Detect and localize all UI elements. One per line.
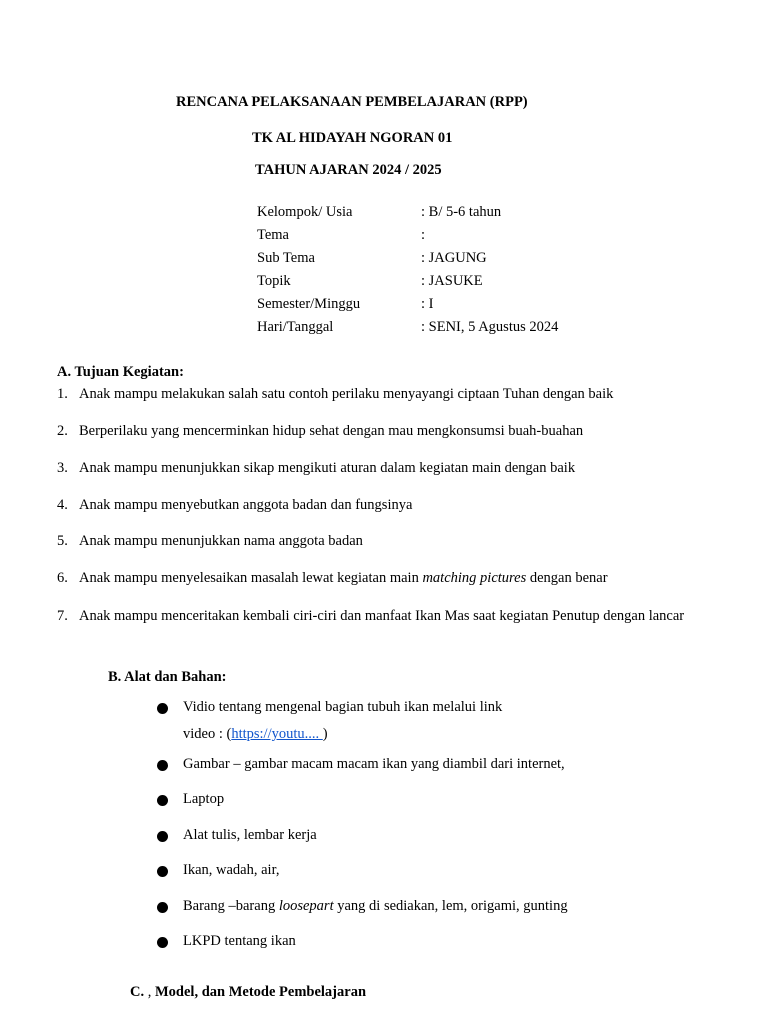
section-c-separator: ,	[144, 984, 155, 1000]
bullet-icon	[157, 937, 168, 948]
school-name: TK AL HIDAYAH NGORAN 01	[252, 130, 453, 146]
info-value-hari: : SENI, 5 Agustus 2024	[421, 319, 559, 335]
academic-year: TAHUN AJARAN 2024 / 2025	[255, 162, 442, 178]
info-label-tema: Tema	[257, 227, 289, 243]
item-italic-text: loosepart	[278, 898, 334, 914]
video-link[interactable]: https://youtu....	[231, 726, 323, 742]
list-item: Berperilaku yang mencerminkan hidup sehat dengan mau mengkonsumsi buah-buahan	[79, 423, 584, 439]
list-item: Alat tulis, lembar kerja	[183, 827, 317, 843]
list-item: Gambar – gambar macam macam ikan yang diambil dari internet,	[183, 756, 565, 772]
item-text: )	[322, 726, 328, 742]
list-item-number: 1.	[57, 386, 68, 402]
info-value-subtema: : JAGUNG	[421, 250, 487, 266]
bullet-icon	[157, 795, 168, 806]
list-item-number: 2.	[57, 423, 68, 439]
info-value-tema: :	[421, 227, 426, 243]
list-item: Anak mampu menyebutkan anggota badan dan fungsinya	[79, 497, 413, 513]
info-value-kelompok: : B/ 5-6 tahun	[421, 204, 502, 220]
item-text: Anak mampu menyelesaikan masalah lewat kegiatan main	[79, 570, 423, 586]
list-item: Anak mampu menunjukkan nama anggota badan	[79, 533, 363, 549]
info-label-semester: Semester/Minggu	[257, 296, 361, 312]
info-label-topik: Topik	[257, 273, 291, 289]
item-text: Barang –barang	[183, 898, 279, 914]
section-a-heading: A. Tujuan Kegiatan:	[57, 364, 184, 380]
list-item-number: 7.	[57, 608, 68, 624]
list-item: Anak mampu menceritakan kembali ciri-ciri dan manfaat Ikan Mas saat kegiatan Penutup dengan lancar	[79, 608, 685, 624]
info-value-semester: : I	[421, 296, 434, 312]
list-item-number: 5.	[57, 533, 68, 549]
list-item: Anak mampu menunjukkan sikap mengikuti aturan dalam kegiatan main dengan baik	[79, 460, 576, 476]
list-item-number: 3.	[57, 460, 68, 476]
bullet-icon	[157, 831, 168, 842]
list-item-continuation	[183, 726, 328, 743]
info-label-hari: Hari/Tanggal	[257, 319, 334, 335]
list-item-number: 6.	[57, 570, 68, 586]
section-c-heading	[130, 984, 366, 1001]
info-label-kelompok: Kelompok/ Usia	[257, 204, 353, 220]
bullet-icon	[157, 703, 168, 714]
list-item-number: 4.	[57, 497, 68, 513]
bullet-icon	[157, 760, 168, 771]
item-text: video : (	[183, 726, 232, 742]
bullet-icon	[157, 866, 168, 877]
section-c-title: Model, dan Metode Pembelajaran	[154, 984, 367, 1000]
item-italic-text: matching pictures	[422, 570, 527, 586]
list-item: LKPD tentang ikan	[183, 933, 296, 949]
list-item: Vidio tentang mengenal bagian tubuh ikan melalui link	[183, 699, 503, 715]
item-text: yang di sediakan, lem, origami, gunting	[333, 898, 568, 914]
info-label-subtema: Sub Tema	[257, 250, 315, 266]
item-text: dengan benar	[526, 570, 608, 586]
list-item	[183, 898, 568, 915]
list-item: Anak mampu melakukan salah satu contoh perilaku menyayangi ciptaan Tuhan dengan baik	[79, 386, 614, 402]
section-b-heading: B. Alat dan Bahan:	[108, 669, 227, 685]
document-title: RENCANA PELAKSANAAN PEMBELAJARAN (RPP)	[176, 94, 528, 110]
list-item	[79, 570, 608, 587]
list-item: Ikan, wadah, air,	[183, 862, 280, 878]
section-c-letter: C.	[130, 984, 145, 1000]
list-item: Laptop	[183, 791, 225, 807]
info-value-topik: : JASUKE	[421, 273, 483, 289]
bullet-icon	[157, 902, 168, 913]
